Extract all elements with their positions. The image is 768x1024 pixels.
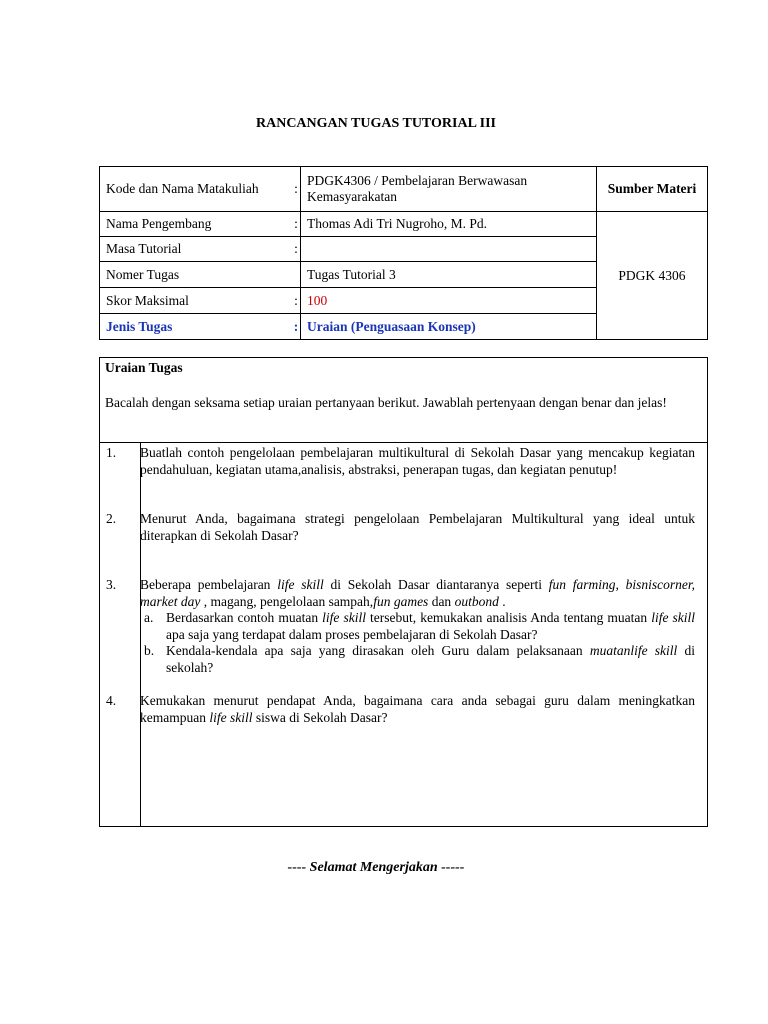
course-info-table	[99, 166, 708, 340]
question-text: Buatlah contoh pengelolaan pembelajaran multikultural di Sekolah Dasar yang mencakup kegiatan pendahuluan, kegiatan utama,analisis, abstraksi, penerapan tugas, dan kegiatan penutup!	[140, 445, 695, 477]
question-text: Beberapa pembelajaran life skill di Sekolah Dasar diantaranya seperti fun farming, bisniscorner, market day , magang, pengelolaan sampah,fun games dan outbond .	[140, 577, 695, 609]
question-number: 3.	[106, 577, 117, 592]
source-value: PDGK 4306	[597, 212, 708, 340]
question-text: Kemukakan menurut pendapat Anda, bagaimana cara anda sebagai guru dalam meningkatkan kemampuan life skill siswa di Sekolah Dasar?	[140, 693, 695, 725]
label-tutorial-period: Masa Tutorial	[100, 237, 293, 262]
question-number: 1.	[106, 445, 117, 460]
label-developer: Nama Pengembang	[100, 212, 293, 237]
source-header: Sumber Materi	[597, 167, 708, 212]
question-number: 2.	[106, 511, 117, 526]
colon: :	[292, 167, 301, 212]
closing-note: ---- Selamat Mengerjakan -----	[287, 860, 465, 875]
colon: :	[292, 212, 301, 237]
column-divider	[140, 443, 141, 826]
value-task-number: Tugas Tutorial 3	[301, 262, 597, 288]
value-max-score: 100	[301, 288, 597, 314]
question-3	[106, 577, 695, 676]
task-instruction: Bacalah dengan seksama setiap uraian pertanyaan berikut. Jawablah pertenyaan dengan benar dan jelas!	[105, 394, 667, 410]
question-number: 4.	[106, 693, 117, 708]
label-max-score: Skor Maksimal	[100, 288, 293, 314]
label-task-number: Nomer Tugas	[100, 262, 293, 288]
value-developer: Thomas Adi Tri Nugroho, M. Pd.	[301, 212, 597, 237]
value-task-type: Uraian (Penguasaan Konsep)	[301, 314, 597, 340]
question-3a: a. Berdasarkan contoh muatan life skill tersebut, kemukakan analisis Anda tentang muatan life skill apa saja yang terdapat dalam proses pembelajaran di Sekolah Dasar?	[144, 610, 695, 642]
question-2	[106, 511, 695, 544]
task-header: Uraian Tugas	[105, 360, 183, 375]
label-task-type: Jenis Tugas	[100, 314, 293, 340]
colon: :	[292, 237, 301, 262]
question-1	[106, 445, 695, 478]
colon: :	[292, 288, 301, 314]
question-text: Menurut Anda, bagaimana strategi pengelolaan Pembelajaran Multikultural yang ideal untuk diterapkan di Sekolah Dasar?	[140, 511, 695, 543]
label-course: Kode dan Nama Matakuliah	[100, 167, 293, 212]
value-course: PDGK4306 / Pembelajaran Berwawasan Kemasyarakatan	[301, 167, 597, 212]
document-title: RANCANGAN TUGAS TUTORIAL III	[255, 116, 496, 131]
colon: :	[292, 314, 301, 340]
question-4	[106, 693, 695, 726]
value-tutorial-period	[301, 237, 597, 262]
task-description-table	[99, 357, 708, 827]
colon	[292, 262, 301, 288]
question-3b: b. Kendala-kendala apa saja yang dirasakan oleh Guru dalam pelaksanaan muatanlife skill di sekolah?	[144, 643, 695, 675]
